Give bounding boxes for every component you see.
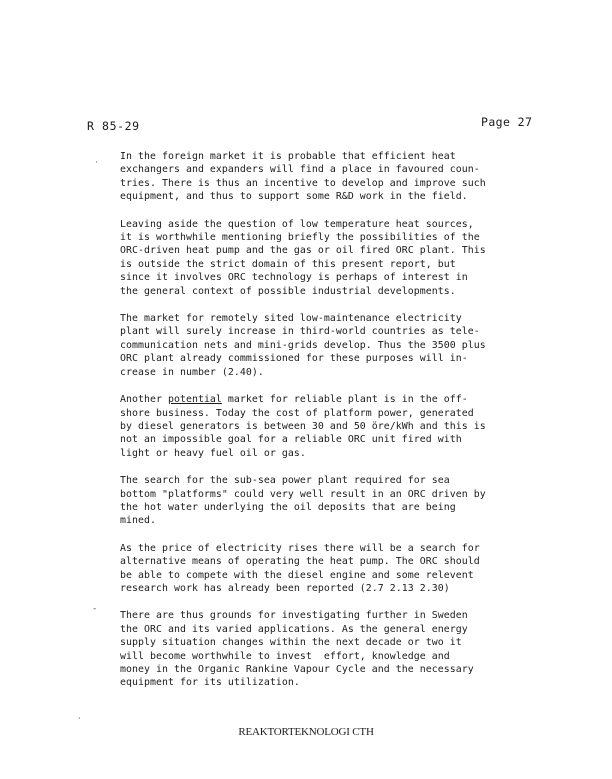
- text-line: There are thus grounds for investigating further in Sweden: [120, 610, 468, 622]
- margin-mark: ·: [78, 714, 81, 724]
- text-line: ORC-driven heat pump and the gas or oil fired ORC plant. This: [120, 245, 486, 257]
- text-line: ORC plant already commissioned for these purposes will in-: [120, 353, 468, 365]
- text-line: it is worthwhile mentioning briefly the possibilities of the: [120, 232, 480, 244]
- underlined-word: potential: [167, 394, 222, 406]
- text-line: money in the Organic Rankine Vapour Cycle and the necessary: [120, 664, 474, 675]
- text-line: the hot water underlying the oil deposits that are being: [120, 501, 456, 513]
- paragraph-5: [120, 474, 540, 528]
- text-line: [120, 393, 540, 406]
- paragraph-2: [120, 218, 540, 298]
- text-line: shore business. Today the cost of platform power, generated: [120, 407, 474, 419]
- text-line: supply situation changes within the next decade or two it: [120, 637, 462, 649]
- text-line: The market for remotely sited low-maintenance electricity: [120, 313, 462, 325]
- text-line: the ORC and its varied applications. As the general energy: [120, 623, 468, 635]
- text-line: tries. There is thus an incentive to develop and improve such: [120, 177, 486, 189]
- report-number: R 85-29: [87, 119, 140, 133]
- text-line: will become worthwhile to invest effort, knowledge and: [120, 650, 450, 662]
- text-line: equipment, and thus to support some R&D work in the field.: [120, 191, 468, 203]
- paragraph-7: [120, 609, 540, 689]
- text-line: be able to compete with the diesel engine and some relevent: [120, 569, 474, 581]
- body-text: [120, 150, 540, 704]
- text-fragment: market for reliable plant is in the off-: [221, 394, 468, 406]
- text-line: bottom "platforms" could very well result in an ORC driven by: [120, 488, 486, 500]
- paragraph-4: [120, 393, 540, 460]
- text-line: mined.: [120, 515, 156, 527]
- text-line: The search for the sub-sea power plant required for sea: [120, 475, 450, 487]
- text-line: by diesel generators is between 30 and 50 öre/kWh and this is: [120, 420, 486, 432]
- margin-mark: ·: [95, 158, 98, 168]
- text-line: crease in number (2.40).: [120, 366, 264, 378]
- footer-institution: REAKTORTEKNOLOGI CTH: [238, 726, 374, 738]
- text-line: the general context of possible industrial developments.: [120, 285, 456, 297]
- paragraph-1: [120, 150, 540, 204]
- margin-mark: -: [93, 604, 97, 614]
- text-line: As the price of electricity rises there will be a search for: [120, 542, 480, 554]
- text-line: since it involves ORC technology is perhaps of interest in: [120, 272, 468, 284]
- paragraph-6: [120, 542, 540, 596]
- text-line: research work has already been reported (2.7 2.13 2.30): [120, 582, 450, 594]
- paragraph-3: [120, 312, 540, 379]
- text-line: equipment for its utilization.: [120, 677, 300, 689]
- text-line: is outside the strict domain of this present report, but: [120, 258, 456, 270]
- text-line: In the foreign market it is probable that efficient heat: [120, 151, 456, 162]
- text-line: light or heavy fuel oil or gas.: [120, 447, 306, 459]
- text-fragment: Another: [120, 394, 168, 406]
- text-line: Leaving aside the question of low temperature heat sources,: [120, 218, 474, 230]
- text-line: communication nets and mini-grids develop. Thus the 3500 plus: [120, 339, 486, 351]
- text-line: alternative means of operating the heat pump. The ORC should: [120, 556, 480, 568]
- text-line: not an impossible goal for a reliable ORC unit fired with: [120, 434, 462, 446]
- text-line: plant will surely increase in third-world countries as tele-: [120, 326, 480, 338]
- text-line: exchangers and expanders will find a place in favoured coun-: [120, 164, 480, 176]
- page-number: Page 27: [481, 115, 533, 129]
